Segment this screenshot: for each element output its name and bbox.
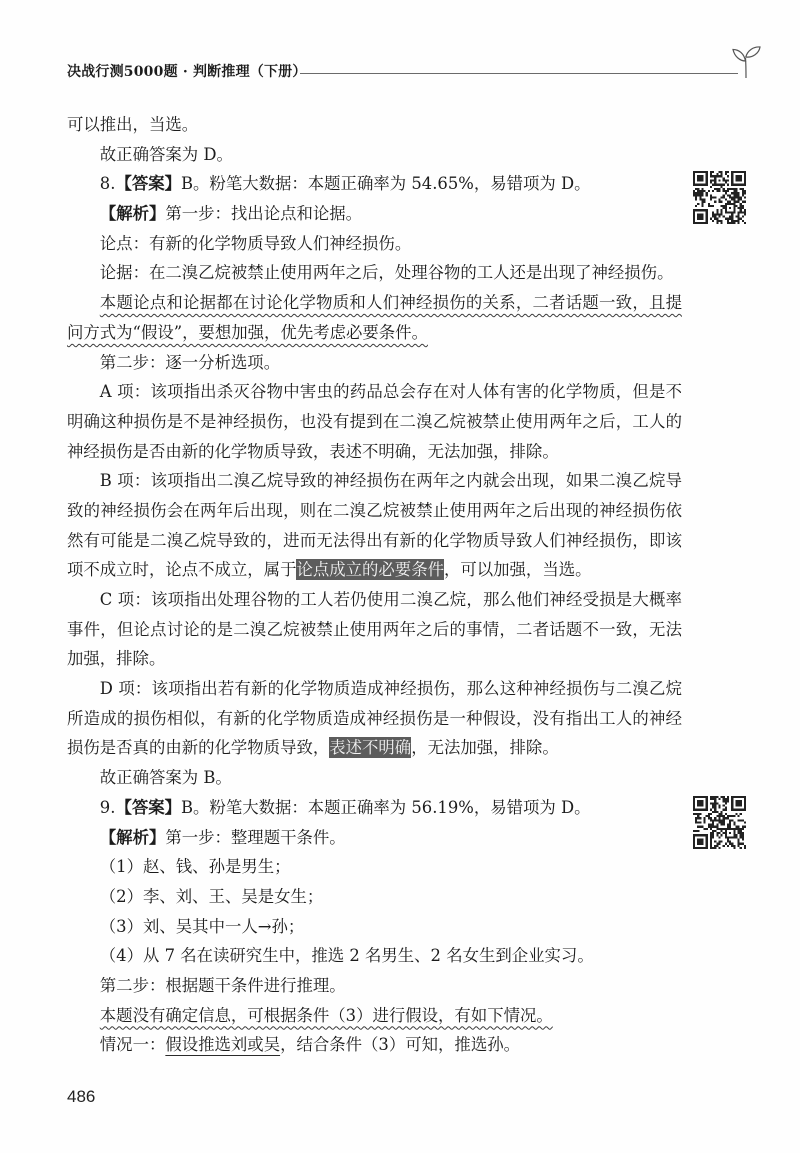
qr-code: [693, 171, 746, 224]
book-title: 决战行测5000题 · 判断推理（下册）: [67, 64, 307, 80]
text-line: 致的神经损伤会在两年后出现，则在二溴乙烷被禁止使用两年之后出现的神经损伤依: [67, 500, 682, 520]
text-line: [67, 823, 682, 853]
text-span: 损伤是否真的由新的化学物质导致，: [67, 738, 330, 758]
text-line: 第二步：根据题干条件进行推理。: [99, 975, 346, 995]
text-span: 第一步：整理题干条件。: [165, 827, 346, 847]
paragraph: [67, 1001, 682, 1031]
text-line: （2）李、刘、王、吴是女生；: [99, 886, 324, 906]
solution-text: [67, 110, 682, 1060]
text-line: D 项：该项指出若有新的化学物质造成神经损伤，那么这种神经损伤与二溴乙烷: [99, 679, 682, 699]
text-span: ，可以加强，当选。: [443, 560, 592, 580]
text-span: B。粉笔大数据：本题正确率为 56.19%，易错项为 D。: [181, 797, 591, 817]
wavy-underlined-text: 本题论点和论据都在讨论化学物质和人们神经损伤的关系，二者话题一致，且提: [99, 293, 682, 313]
text-line: 然有可能是二溴乙烷导致的，进而无法得出有新的化学物质导致人们神经损伤，即该: [67, 530, 682, 550]
highlighted-text: 论点成立的必要条件: [296, 560, 444, 580]
paragraph: [67, 258, 682, 288]
text-line: 论据：在二溴乙烷被禁止使用两年之后，处理谷物的工人还是出现了神经损伤。: [99, 263, 674, 283]
page-number: 486: [67, 1087, 96, 1106]
paragraph: [67, 585, 682, 674]
paragraph: [67, 763, 682, 793]
paragraph: [67, 793, 682, 823]
sprout-icon: [730, 44, 762, 78]
paragraph: [67, 229, 682, 259]
text-span: 8.: [99, 174, 116, 194]
text-line: 加强，排除。: [67, 649, 166, 669]
paragraph: [67, 852, 682, 882]
paragraph: [67, 674, 682, 763]
paragraph: [67, 1030, 682, 1060]
wavy-underlined-text: 问方式为“假设”，要想加强，优先考虑必要条件。: [67, 322, 428, 342]
text-line: [67, 733, 682, 763]
header-rule: [300, 73, 738, 74]
highlighted-text: 表述不明确: [329, 738, 412, 758]
text-line: （1）赵、钱、孙是男生；: [99, 857, 291, 877]
text-span: 情况一：: [99, 1035, 166, 1055]
paragraph: [67, 169, 682, 199]
bold-label: 【解析】: [99, 827, 166, 847]
text-line: 所造成的损伤相似，有新的化学物质造成神经损伤是一种假设，没有指出工人的神经: [67, 708, 682, 728]
text-span: 项不成立时，论点不成立，属于: [67, 560, 297, 580]
text-line: 故正确答案为 B。: [99, 768, 232, 788]
text-line: （3）刘、吴其中一人→孙；: [99, 916, 305, 936]
bold-label: 【解析】: [99, 204, 166, 224]
text-span: 第一步：找出论点和论据。: [165, 204, 363, 224]
paragraph: [67, 941, 682, 971]
text-line: C 项：该项指出处理谷物的工人若仍使用二溴乙烷，那么他们神经受损是大概率: [99, 590, 682, 609]
paragraph: [67, 348, 682, 378]
text-line: 明确这种损伤是不是神经损伤，也没有提到在二溴乙烷被禁止使用两年之后，工人的: [67, 411, 682, 431]
paragraph: [67, 199, 682, 229]
text-line: 事件，但论点讨论的是二溴乙烷被禁止使用两年之后的事情，二者话题不一致，无法: [67, 619, 682, 639]
paragraph: [67, 466, 682, 585]
text-line: [67, 793, 682, 823]
text-span: ，无法加强，排除。: [411, 738, 559, 758]
text-line: 论点：有新的化学物质导致人们神经损伤。: [99, 233, 412, 253]
text-line: 故正确答案为 D。: [99, 144, 233, 164]
qr-code: [693, 796, 746, 849]
text-line: （4）从 7 名在读研究生中，推选 2 名男生、2 名女生到企业实习。: [99, 946, 594, 966]
text-line: B 项：该项指出二溴乙烷导致的神经损伤在两年之内就会出现，如果二溴乙烷导: [99, 471, 682, 491]
text-line: [67, 318, 682, 348]
text-span: ，结合条件（3）可知，推选孙。: [280, 1035, 520, 1055]
wavy-underlined-text: 本题没有确定信息，可根据条件（3）进行假设，有如下情况。: [99, 1005, 553, 1025]
text-line: [67, 288, 682, 318]
text-line: A 项：该项指出杀灭谷物中害虫的药品总会存在对人体有害的化学物质，但是不: [99, 382, 682, 402]
text-line: [67, 555, 682, 585]
paragraph: [67, 971, 682, 1001]
paragraph: [67, 110, 682, 140]
paragraph: [67, 823, 682, 853]
paragraph: [67, 140, 682, 170]
bold-label: 【答案】: [115, 797, 181, 817]
underlined-text: 假设推选刘或吴: [165, 1035, 281, 1055]
paragraph: [67, 288, 682, 347]
text-line: [67, 1030, 682, 1060]
text-line: 可以推出，当选。: [67, 115, 199, 134]
text-line: [67, 169, 682, 199]
paragraph: [67, 377, 682, 466]
text-span: B。粉笔大数据：本题正确率为 54.65%，易错项为 D。: [181, 174, 591, 194]
text-span: 9.: [99, 797, 116, 817]
text-line: [67, 1001, 682, 1031]
paragraph: [67, 912, 682, 942]
text-line: 第二步：逐一分析选项。: [99, 352, 281, 372]
paragraph: [67, 882, 682, 912]
text-line: 神经损伤是否由新的化学物质导致，表述不明确，无法加强，排除。: [67, 441, 559, 461]
text-line: [67, 199, 682, 229]
bold-label: 【答案】: [115, 174, 181, 194]
